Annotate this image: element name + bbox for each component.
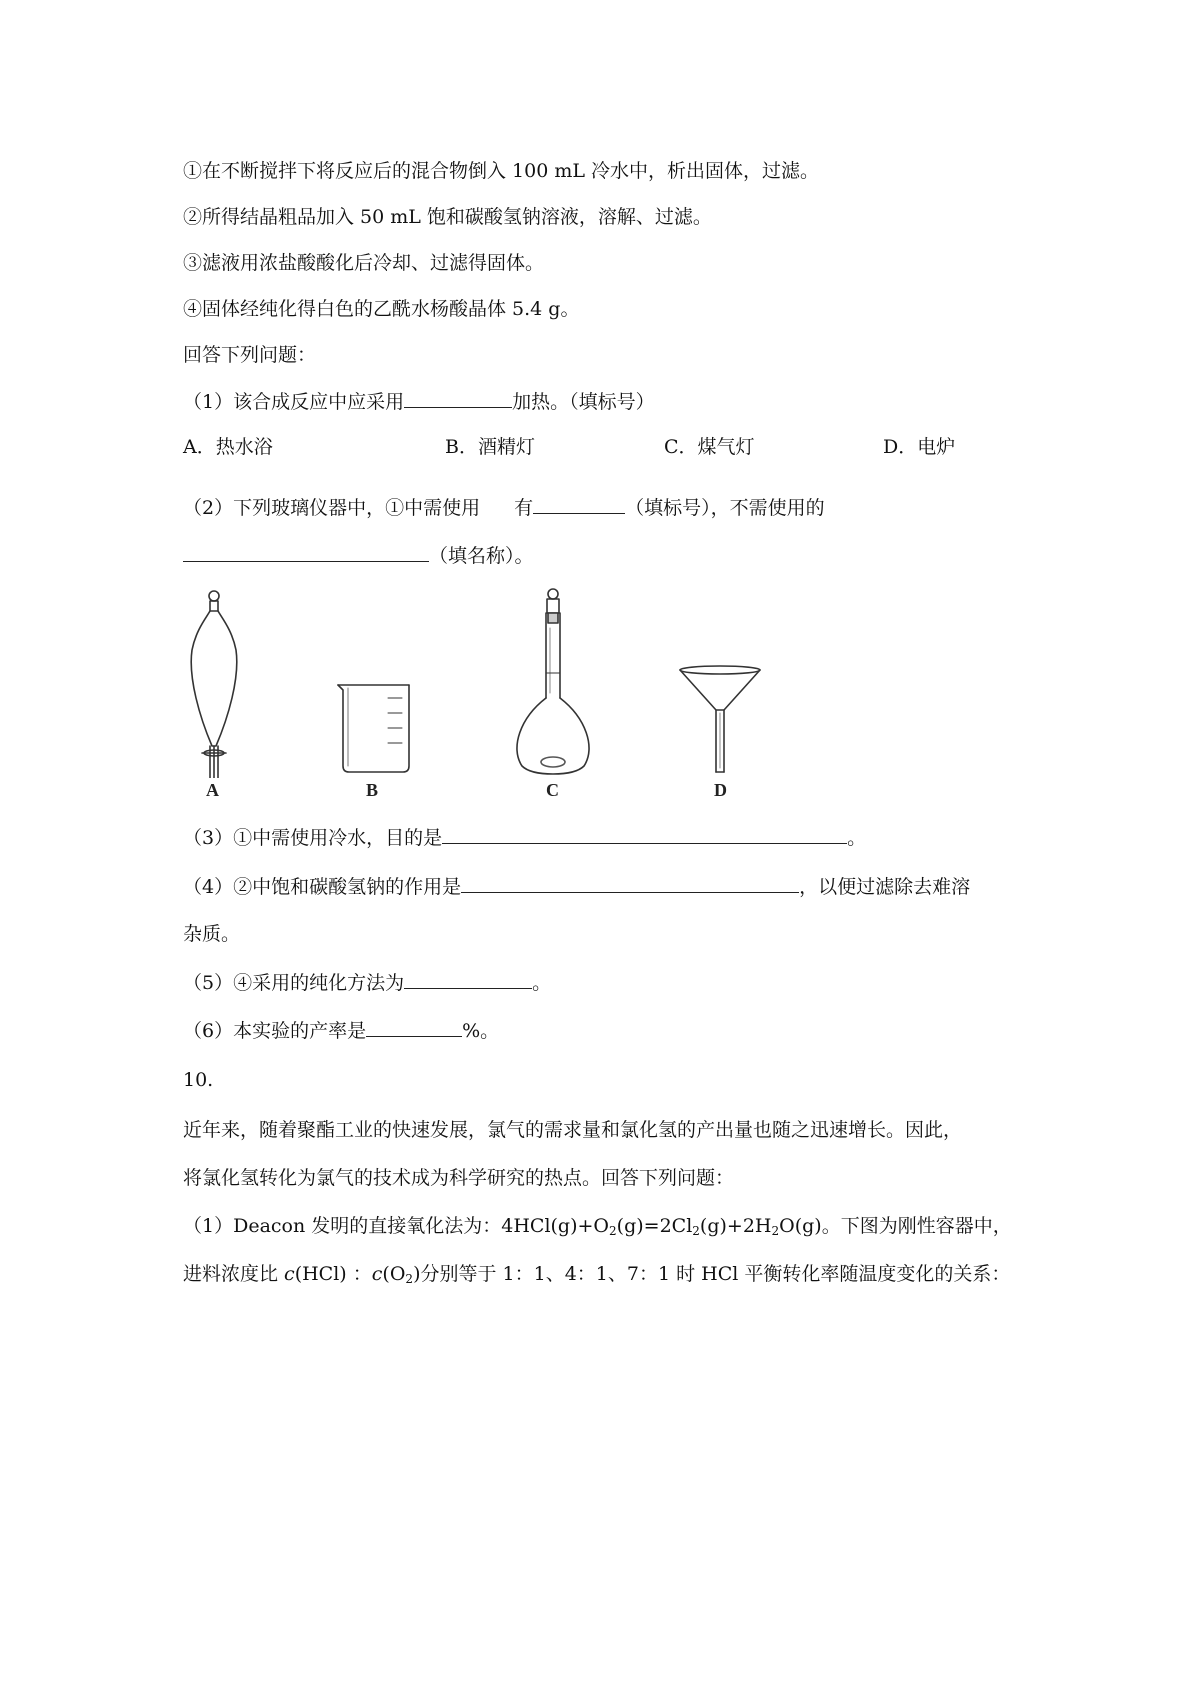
question-3 [183,823,866,852]
question-6-prefix: （6）本实验的产率是 [183,1020,367,1042]
question-1-prefix: （1）该合成反应中应采用 [183,391,405,413]
question-10-part-1 [183,1212,1012,1240]
equation-part-a: （1）Deacon 发明的直接氧化法为：4HCl(g)+O [183,1215,610,1237]
ratio-text-b: (HCl) ： [294,1263,372,1285]
apparatus-figure [180,588,780,803]
step-1: ①在不断搅拌下将反应后的混合物倒入 100 mL 冷水中，析出固体，过滤。 [183,160,820,182]
apparatus-drawing [180,588,780,778]
volumetric-flask-icon [517,589,589,774]
question-4-cont: 杂质。 [183,923,241,945]
step-3: ③滤液用浓盐酸酸化后冷却、过滤得固体。 [183,252,545,274]
beaker-icon [338,685,409,772]
subscript: 2 [609,1224,617,1238]
option-a: A．热水浴 [183,436,273,458]
subscript: 2 [771,1224,780,1238]
apparatus-label-b: B [366,780,379,800]
question-3-prefix: （3）①中需使用冷水，目的是 [183,827,443,849]
question-3-suffix: 。 [847,827,867,849]
ratio-text-a: 进料浓度比 [183,1263,285,1285]
question-5-blank[interactable] [404,968,532,989]
question-2-prefix: （2）下列玻璃仪器中，①中需使用 [183,497,481,519]
question-10-part-1-cont [183,1260,1010,1288]
step-2: ②所得结晶粗品加入 50 mL 饱和碳酸氢钠溶液，溶解、过滤。 [183,206,712,228]
question-6 [183,1016,499,1045]
question-2-end: （填名称）。 [429,545,534,567]
equation-part-c: (g)+2H [699,1215,772,1237]
concentration-symbol: c [371,1263,383,1285]
answer-intro: 回答下列问题： [183,344,317,366]
question-10-intro-2: 将氯化氢转化为氯气的技术成为科学研究的热点。回答下列问题： [183,1167,735,1189]
question-1-options [183,433,1003,461]
concentration-symbol: c [284,1263,295,1285]
question-4-prefix: （4）②中饱和碳酸氢钠的作用是 [183,876,462,898]
equation-part-d: O(g)。下图为刚性容器中， [779,1215,1012,1237]
option-b: B．酒精灯 [445,436,535,458]
question-6-suffix: %。 [462,1020,500,1042]
ratio-text-d: )分别等于 1：1、4：1、7：1 时 HCl 平衡转化率随温度变化的关系： [413,1263,1011,1285]
apparatus-label-d: D [714,780,727,800]
question-10-intro-1: 近年来，随着聚酯工业的快速发展，氯气的需求量和氯化氢的产出量也随之迅速增长。因此， [183,1119,963,1141]
question-1 [183,387,655,416]
step-4: ④固体经纯化得白色的乙酰水杨酸晶体 5.4 g。 [183,298,580,320]
subscript: 2 [692,1224,700,1238]
separatory-funnel-icon [191,591,237,778]
question-4-blank[interactable] [461,872,799,893]
question-2 [183,493,825,522]
question-2-blank-2[interactable] [183,541,429,562]
ratio-text-c: (O [382,1263,406,1285]
question-2-middle: 有 [514,497,534,519]
option-d: D．电炉 [883,436,956,458]
question-5 [183,968,551,997]
question-2-mid2: （填标号），不需使用的 [625,497,825,519]
question-5-suffix: 。 [532,972,552,994]
equation-part-b: (g)=2Cl [616,1215,693,1237]
question-3-blank[interactable] [442,823,847,844]
apparatus-label-c: C [546,780,559,800]
question-1-suffix: 加热。（填标号） [512,391,655,413]
apparatus-label-a: A [206,780,219,800]
subscript: 2 [405,1272,414,1286]
question-6-blank[interactable] [366,1016,462,1037]
question-4 [183,872,970,901]
question-10-number: 10. [183,1069,214,1091]
question-1-blank[interactable] [404,387,512,408]
question-4-suffix: ，以便过滤除去难溶 [799,876,971,898]
question-2-cont [183,541,534,570]
question-5-prefix: （5）④采用的纯化方法为 [183,972,405,994]
option-c: C．煤气灯 [664,436,755,458]
funnel-icon [680,666,760,772]
question-2-blank-1[interactable] [533,493,625,514]
